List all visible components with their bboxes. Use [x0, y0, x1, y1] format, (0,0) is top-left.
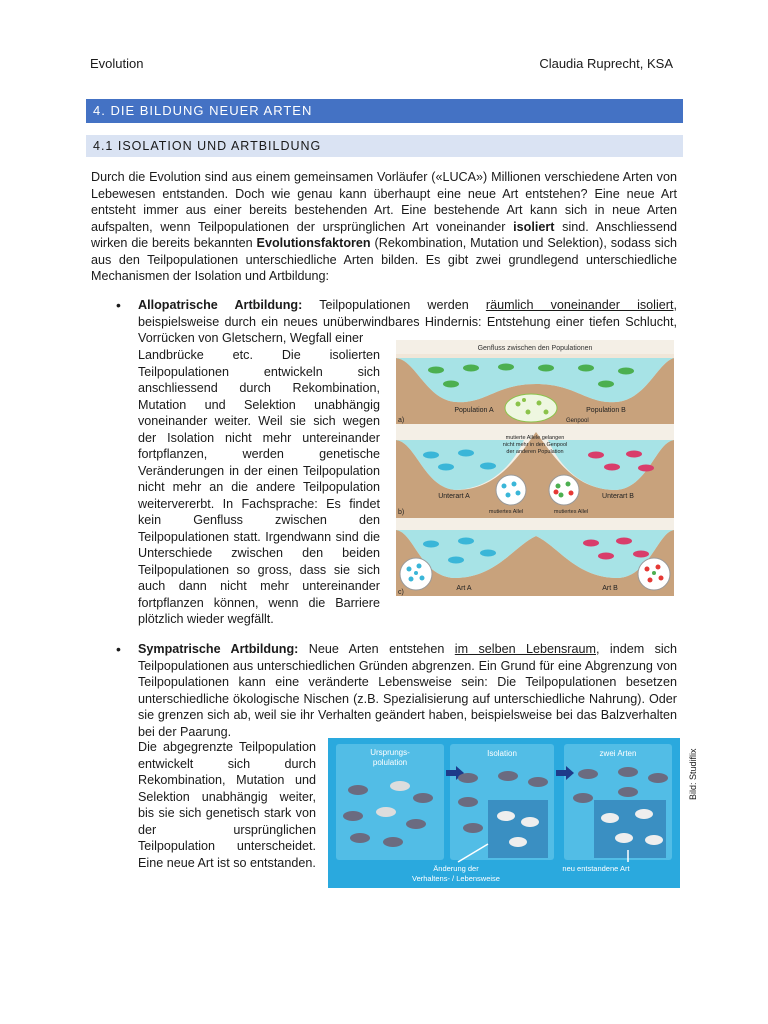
genpool-label: Genpool — [566, 418, 589, 424]
isolated-subgroup-box — [488, 800, 548, 858]
species-b-label: Art B — [602, 585, 618, 592]
species-a-label: Art A — [456, 585, 472, 592]
genpool-circle-b-left — [496, 475, 526, 505]
intro-text-2: sind. Anschliessend wirken die bereits bekannten — [91, 219, 677, 250]
panel-a-label: a) — [398, 417, 405, 424]
intro-text-1: Durch die Evolution sind aus einem gemeinsamen Vorläufer («LUCA») Millionen verschiedene Arten von Lebewesen entstanden. Doch wie genau kann überhaupt eine neue Art entstehen? Eine neue Art entsteht immer aus einer bereits bestehenden Art. Eine bestehende Art kann sich in neue Arten aufspalten, wenn Teilpopulationen der ursprünglichen Art voneinander — [91, 170, 677, 234]
intro-paragraph — [91, 169, 677, 285]
header-right: Claudia Ruprecht, KSA — [539, 56, 673, 71]
mutation-note-3: der anderen Population — [506, 449, 564, 455]
two-species-label: zwei Arten — [599, 749, 637, 758]
sympatric-underline: im selben Lebensraum — [454, 642, 596, 656]
mutation-note-2: nicht mehr in den Genpool — [502, 442, 568, 448]
allopatric-text-2: , beispielsweise durch ein neues unüberwindbares Hindernis: Entstehung einer tiefen Schlucht, Vorrücken von Gletschern, Wegfall einer — [138, 298, 677, 345]
panel-a — [396, 345, 674, 424]
behaviour-note-2: Verhaltens- / Lebensweise — [412, 874, 500, 883]
sympatric-text-2: , indem sich Teilpopulationen aus unterschiedlichen Gründen abgrenzen. Ein Grund für eine Abgrenzung von Teilpopulationen kann eine veränderte Lebensweise sein: Die Teilpopulationen besetzen unterschiedliche ökologische Nischen (z.B. Spezialisierung auf unterschiedliche Nahrung). Oder sie grenzen sich ab, weil sie ihr Verhalten geändert haben, beispielsweise bei das Balzverhalten bei der Paarung. — [138, 642, 677, 739]
behaviour-note-1: Änderung der — [433, 864, 479, 873]
origin-label-1: Ursprungs- — [370, 748, 410, 757]
new-species-box — [594, 800, 666, 858]
subspecies-b-label: Unterart B — [602, 493, 634, 500]
bullet-sympatric: • — [116, 641, 121, 657]
gene-flow-label: Genfluss zwischen den Populationen — [477, 345, 593, 352]
sympatric-paragraph-rest: Die abgegrenzte Teilpopulation entwickelt sich durch Rekombination, Mutation und Selektion unabhängig weiter, bis sie sich genetisch stark von der ursprünglichen Teilpopulation unterscheidet. Eine neue Art ist so entstanden. — [138, 740, 316, 870]
sympatric-text-1: Neue Arten entstehen — [298, 642, 455, 656]
allopatric-text-1: Teilpopulationen werden — [302, 298, 486, 312]
sympatric-term: Sympatrische Artbildung: — [138, 642, 299, 656]
bullet-allopatric: • — [116, 297, 121, 313]
allopatric-paragraph-rest: Landbrücke etc. Die isolierten Teilpopulationen entwickeln sich anschliessend durch Rekombination, Mutation und Selektion unabhängig voneinander weiter. Weil sie sich wegen der Isolation nicht mehr untereinander fortpflanzen, werden genetische Veränderungen in der einen Teilpopulation nicht mehr an die andere Teilpopulation weitervererbt. In Fachsprache: Es findet kein Genfluss zwischen den Teilpopulationen statt. Irgendwann sind die Unterschiede zwischen den beiden Teilpopulationen so gross, dass sie sich auch dann nicht mehr untereinander fortpflanzen können, wenn die Barriere plötzlich wieder wegfällt. — [138, 348, 380, 626]
image-credit: Bild: Studiflix — [688, 748, 698, 800]
intro-bold-isoliert: isoliert — [513, 219, 555, 234]
subspecies-a-label: Unterart A — [438, 493, 470, 500]
panel-b-label: b) — [398, 509, 405, 516]
intro-bold-evolutionsfaktoren: Evolutionsfaktoren — [256, 236, 371, 250]
new-species-note: neu entstandene Art — [562, 864, 630, 873]
header-left: Evolution — [90, 56, 144, 71]
mutated-allele-label-left: mutiertes Allel — [488, 509, 524, 515]
isolation-label: Isolation — [487, 749, 517, 758]
mutation-note-1: mutierte Allele gelangen — [505, 435, 565, 441]
intro-text-3: (Rekombination, Mutation und Selektion), sodass sich aus den Teilpopulationen unterschiedliche Arten bilden. Es gibt zwei grundlegend unterschiedliche Mechanismen der Isolation und Artbildung: — [91, 236, 677, 283]
population-a-label: Population A — [454, 407, 494, 414]
subsection-heading: 4.1 ISOLATION UND ARTBILDUNG — [86, 135, 683, 157]
panel-c — [396, 530, 674, 596]
allopatric-term: Allopatrische Artbildung: — [138, 298, 303, 312]
sympatric-figure — [328, 738, 680, 888]
genpool-circle-b-right — [549, 475, 579, 505]
origin-label-2: polulation — [372, 758, 408, 767]
panel-b — [396, 432, 674, 518]
sympatric-paragraph-top — [138, 641, 677, 740]
panel-c-label: c) — [398, 589, 404, 596]
genpool-circle-a — [505, 394, 557, 422]
allopatric-underline: räumlich voneinander isoliert — [485, 298, 674, 312]
section-heading: 4. DIE BILDUNG NEUER ARTEN — [86, 99, 683, 123]
mutated-allele-label-right: mutiertes Allel — [553, 509, 589, 515]
allopatric-figure — [396, 340, 674, 596]
population-b-label: Population B — [586, 407, 626, 414]
